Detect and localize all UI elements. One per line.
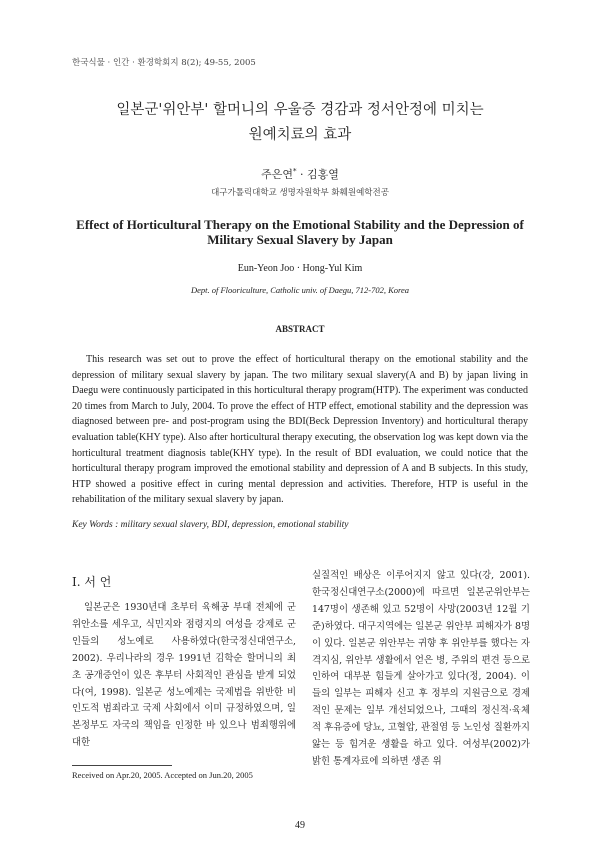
title-english-line2: Military Sexual Slavery by Japan (207, 232, 393, 247)
body-text-left-column: 일본군은 1930년대 초부터 육해공 부대 전체에 군위안소를 세우고, 식민지와 점령지의 여성을 강제로 군인들의 성노예로 사용하였다(한국정신대연구소, 2002). 우리나라의 경우 1991년 김학순 할머니의 최초 공개증언이 있은 후부터 사회적인 관심을 받게 되었다(여, 1998). 일본군 성노예제는 국제법을 위반한 비인도적 범죄라고 국제 사회에서 이미 규정하였으며, 일본정부도 자국의 책임을 인정한 바 있으나 범죄행위에 대한 (72, 602, 296, 749)
author-second: 김홍열 (307, 168, 339, 181)
body-text-right-column: 실질적인 배상은 이루어지지 않고 있다(강, 2001). 한국정신대연구소(2000)에 따르면 일본군위안부는 147명이 생존해 있고 52명이 사망(2003년 12월 기준)하였다. 대구지역에는 일본군 위안부 피해자가 8명이 있다. 일본군 위안부는 귀향 후 위안부를 했다는 자격지심, 위안부 생활에서 얻은 병, 주위의 편견 등으로 인하여 대부분 힘들게 살아가고 있다(정, 2004). 이들의 일부는 피해자 신고 후 정부의 지원금으로 경제적인 문제는 일부 개선되었으나, 그때의 정신적·육체적 후유증에 당뇨, 고혈압, 관절염 등 노인성 질환까지 앓는 등 힘겨운 생활을 하고 있다. 여성부(2002)가 밝힌 통계자료에 의하면 생존 위 (312, 570, 530, 767)
title-english-line1: Effect of Horticultural Therapy on the Emotional Stability and the Depression of (76, 217, 524, 232)
title-korean (40, 98, 560, 148)
author-separator: · (296, 168, 307, 181)
journal-citation: 한국식물 · 인간 · 환경학회지 8(2); 49-55, 2005 (72, 58, 256, 68)
keywords: Key Words : military sexual slavery, BDI, depression, emotional stability (72, 520, 349, 530)
authors-korean (0, 166, 600, 182)
abstract-text: This research was set out to prove the effect of horticultural therapy on the emotional stability and the depression of military sexual slavery by japan. The two military sexual slavery(A and B) by japan living in Daegu were continuously participated in this horticultural therapy program(HTP). The experiment was conducted 20 times from March to July, 2004. To prove the effect of HTP effect, emotional stability and the depression was diagnosed between pre- and post-program using the BDI(Beck Depression Inventory) and horticultural therapy evaluation table(KHY type). Also after horticultural therapy executing, the observation log was kept down via the horticultural treatment diagnosis table(KHY type). In the result of BDI evaluation, we could notice that the horticultural therapy program improved the emotional stability and depression of A and B subjects. In this study, HTP showed a positive effect in curing mental depression and activities. Therefore, HTP is useful in the rehabilitation of the military sexual slavery by japan. (72, 354, 528, 506)
corresponding-author-mark: * (293, 167, 297, 176)
title-korean-line2: 원예치료의 효과 (248, 127, 352, 143)
author-first: 주은연 (261, 168, 293, 181)
title-korean-line1: 일본군'위안부' 할머니의 우울증 경감과 정서안정에 미치는 (116, 102, 484, 118)
affiliation-english: Dept. of Flooriculture, Catholic univ. of Daegu, 712-702, Korea (190, 285, 410, 295)
affiliation-korean: 대구가톨릭대학교 생명자원학부 화훼원예학전공 (211, 188, 389, 198)
authors-english: Eun-Yeon Joo · Hong-Yul Kim (237, 263, 363, 274)
section-heading-introduction: Ⅰ. 서 언 (72, 575, 112, 589)
footnote-rule (72, 765, 172, 766)
received-date: Received on Apr.20, 2005. Accepted on Jun.20, 2005 (72, 770, 253, 780)
title-english (60, 217, 540, 247)
abstract-heading: ABSTRACT (275, 324, 325, 334)
page-number: 49 (295, 820, 305, 831)
